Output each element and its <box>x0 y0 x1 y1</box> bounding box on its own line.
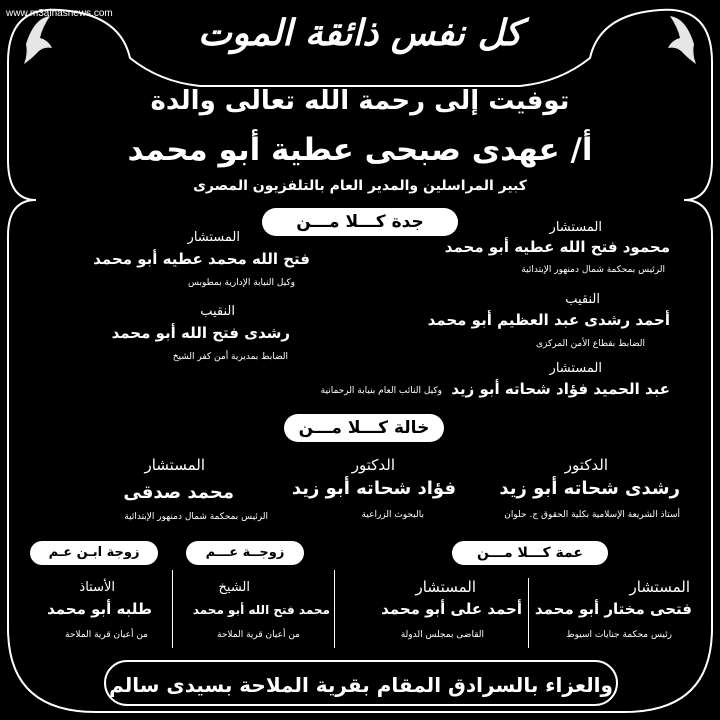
relative-title: المستشار <box>415 578 476 596</box>
divider-2 <box>334 570 335 648</box>
relative-name: طلبه أبو محمد <box>47 600 152 618</box>
relative-name: فتحى مختار أبو محمد <box>534 600 692 618</box>
relative-name: فتح الله محمد عطيه أبو محمد <box>93 250 310 268</box>
relative-role: كبير المراسلين والمدير العام بالتلفزيون المصرى <box>193 178 527 194</box>
relative-name: عبد الحميد فؤاد شحاته أبو زيد <box>451 380 670 398</box>
section-label-aunt: خالة كـــلا مـــن <box>284 414 444 442</box>
relative-title: الأستاذ <box>79 580 115 595</box>
relative-desc: من أعيان قرية الملاحة <box>65 630 148 640</box>
relative-desc: الضابط بقطاع الأمن المركزى <box>536 339 645 349</box>
relative-desc: بالبحوث الزراعية <box>361 510 424 520</box>
relative-desc: القاضى بمجلس الدولة <box>400 630 484 640</box>
section-label-grandmother: جدة كـــلا مـــن <box>262 208 458 236</box>
relative-desc: أستاذ الشريعة الإسلامية بكلية الحقوق ج. حلوان <box>504 510 680 520</box>
relative-desc: وكيل النائب العام بنيابة الرحمانية <box>320 386 442 396</box>
relative-name: محمود فتح الله عطيه أبو محمد <box>444 238 670 256</box>
relative-desc: الرئيس بمحكمة شمال دمنهور الإبتدائية <box>124 512 268 522</box>
relative-title: المستشار <box>187 230 240 245</box>
dove-icon-left <box>20 14 54 66</box>
section-label-paternal-aunt: عمة كـــلا مـــن <box>452 541 608 565</box>
relative-title: المستشار <box>549 361 602 376</box>
quran-verse: كل نفس ذائقة الموت <box>198 12 522 54</box>
watermark-url: www.m3alnasnews.com <box>6 8 113 19</box>
relative-title: المستشار <box>629 578 690 596</box>
section-label-cousin-wife: زوجة ابـن عـم <box>30 541 158 565</box>
divider-3 <box>528 578 529 648</box>
relative-desc: رئيس محكمة جنايات اسيوط <box>566 630 672 640</box>
relative-name: فؤاد شحاته أبو زيد <box>291 478 456 499</box>
relative-name: أحمد رشدى عبد العظيم أبو محمد <box>427 311 670 329</box>
dove-icon-right <box>666 14 700 66</box>
relative-title: النقيب <box>200 304 235 319</box>
relative-title: المستشار <box>549 220 602 235</box>
divider-1 <box>172 570 173 648</box>
condolence-location: والعزاء بالسرادق المقام بقرية الملاحة بسيدى سالم <box>104 660 618 706</box>
deceased-relative-name: أ/ عهدى صبحى عطية أبو محمد <box>127 132 593 168</box>
relative-name: رشدى شحاته أبو زيد <box>499 478 680 499</box>
relative-title: المستشار <box>144 456 205 474</box>
relative-desc: وكيل النيابة الإدارية بمطوبس <box>187 278 295 288</box>
relative-name: رشدى فتح الله أبو محمد <box>111 324 290 342</box>
relative-title: الشيخ <box>218 580 250 595</box>
relative-title: النقيب <box>565 292 600 307</box>
relative-desc: من أعيان قرية الملاحة <box>217 630 300 640</box>
relative-title: الدكتور <box>564 456 608 474</box>
relative-name: محمد صدقى <box>123 482 234 503</box>
relative-name: أحمد على أبو محمد <box>381 600 522 618</box>
relative-desc: الرئيس بمحكمة شمال دمنهور الإبتدائية <box>521 265 665 275</box>
announcement-line: توفيت إلى رحمة الله تعالى والدة <box>150 86 570 116</box>
relative-name: محمد فتح الله أبو محمد <box>192 603 330 617</box>
relative-desc: الضابط بمديرية أمن كفر الشيخ <box>172 352 288 362</box>
relative-title: الدكتور <box>351 456 395 474</box>
section-label-uncle-wife: زوجــة عـــم <box>186 541 304 565</box>
